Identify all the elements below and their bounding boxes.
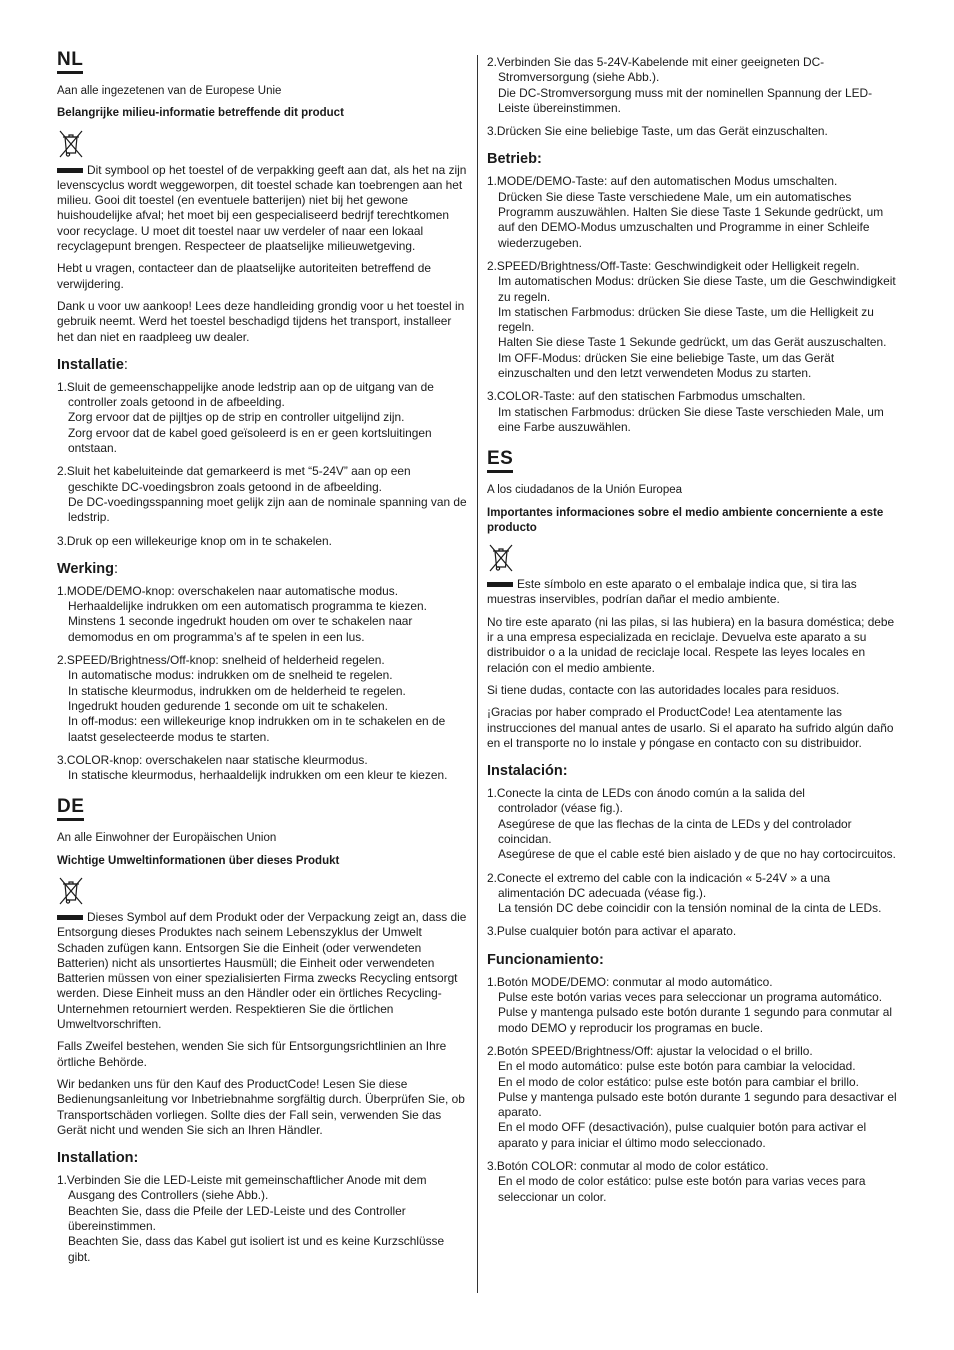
step-number: 3. bbox=[487, 124, 497, 139]
thanks-de: Wir bedanken uns für den Kauf des ProductCode! Lesen Sie diese Bedienungsanleitung vor Inbetriebnahme sorgfältig durch. Überprüfen Sie, ob Transportschäden vorliegen. Sollte dies der Fall sein, verwenden Sie das Gerät nicht und wenden Sie sich an Ihren Händler. bbox=[57, 1076, 465, 1137]
weee-block-nl bbox=[57, 129, 469, 163]
step-number: 3. bbox=[57, 752, 67, 767]
step-text: Botón COLOR: conmutar al modo de color estático. bbox=[496, 1159, 769, 1174]
step-item bbox=[57, 753, 469, 784]
step-first-line bbox=[57, 380, 469, 395]
step-detail: Zorg ervoor dat de kabel goed geïsoleerd is en er geen kortsluitingen ontstaan. bbox=[68, 425, 432, 456]
step-number: 2. bbox=[487, 55, 497, 69]
step-number: 1. bbox=[487, 174, 497, 189]
step-text: Conecte el extremo del cable con la indicación « 5-24V » a una bbox=[496, 870, 831, 885]
env-text-es bbox=[487, 577, 897, 608]
step-first-line bbox=[487, 871, 897, 886]
step-detail: Im automatischen Modus: drücken Sie diese Taste, um die Geschwindigkeit zu regeln. bbox=[498, 274, 896, 304]
step-number: 2. bbox=[487, 870, 497, 885]
step-detail: Die DC-Stromversorgung muss mit der nominellen Spannung der LED-Leiste übereinstimmen. bbox=[498, 85, 873, 115]
weee-block-de bbox=[57, 876, 469, 910]
step-detail: In off-modus: een willekeurige knop indrukken om in te schakelen en de laatst geselecteerde modus te starten. bbox=[68, 714, 446, 744]
step-item bbox=[487, 871, 897, 917]
step-text: SPEED/Brightness/Off-Taste: Geschwindigkeit oder Helligkeit regeln. bbox=[496, 258, 860, 273]
step-text: SPEED/Brightness/Off-knop: snelheid of helderheid regelen. bbox=[66, 653, 385, 668]
step-detail: controlador (véase fig.). bbox=[498, 801, 623, 816]
step-first-line bbox=[487, 786, 897, 801]
install-steps-de-part1 bbox=[57, 1173, 469, 1265]
step-text: COLOR-knop: overschakelen naar statische kleurmodus. bbox=[66, 752, 368, 767]
step-item bbox=[487, 259, 897, 381]
step-item bbox=[487, 924, 897, 939]
step-item bbox=[487, 1159, 897, 1205]
step-number: 2. bbox=[487, 258, 497, 273]
step-item bbox=[57, 653, 469, 745]
step-detail: En el modo OFF (desactivación), pulse cualquier botón para activar el aparato y para iniciar el último modo seleccionado. bbox=[498, 1120, 867, 1150]
weee-bar-icon bbox=[57, 915, 83, 920]
step-first-line bbox=[57, 653, 469, 668]
step-first-line bbox=[487, 389, 897, 404]
env-text-content-es: Este símbolo en este aparato o el embalaje indica que, si tira las muestras inservibles, podrían dañar el medio ambiente. bbox=[487, 577, 857, 607]
step-detail: Ingedrukt houden gedurende 1 seconde om uit te schakelen. bbox=[68, 698, 388, 713]
step-item bbox=[487, 1044, 897, 1151]
step-first-line bbox=[57, 534, 469, 549]
questions-es: Si tiene dudas, contacte con las autoridades locales para residuos. bbox=[487, 682, 840, 697]
step-detail: Im statischen Farbmodus: drücken Sie diese Taste, um die Helligkeit zu regeln. bbox=[498, 304, 874, 335]
step-number: 2. bbox=[57, 653, 67, 668]
section-nl bbox=[57, 50, 469, 783]
operation-title-nl: Werking: bbox=[57, 560, 118, 577]
step-detail: Zorg ervoor dat de pijltjes op de strip en controller uitgelijnd zijn. bbox=[68, 410, 405, 425]
install-title-de: Installation: bbox=[57, 1150, 139, 1167]
column-divider bbox=[477, 55, 478, 1293]
step-detail: Minstens 1 seconde ingedrukt houden om over te schakelen naar demomodus en om programma’s af te spelen in een lus. bbox=[68, 614, 413, 644]
step-number: 3. bbox=[487, 389, 497, 404]
step-number: 1. bbox=[487, 786, 497, 801]
step-item bbox=[487, 389, 897, 435]
step-item bbox=[57, 534, 469, 549]
operation-title-de: Betrieb: bbox=[487, 151, 542, 168]
step-text: Botón SPEED/Brightness/Off: ajustar la velocidad o el brillo. bbox=[496, 1043, 813, 1058]
step-detail: In statische kleurmodus, indrukken om de helderheid te regelen. bbox=[68, 683, 406, 698]
step-item bbox=[57, 1173, 469, 1265]
step-item bbox=[57, 464, 469, 525]
install-title-nl: Installatie: bbox=[57, 356, 128, 373]
env-heading-de: Wichtige Umweltinformationen über dieses Produkt bbox=[57, 854, 340, 867]
step-detail: Stromversorgung (siehe Abb.). bbox=[498, 70, 660, 85]
step-detail: geschikte DC-voedingsbron zoals getoond in de afbeelding. bbox=[68, 479, 382, 494]
step-detail: En el modo de color estático: pulse este botón para cambiar el brillo. bbox=[498, 1074, 859, 1089]
step-detail: En el modo de color estático: pulse este botón para varias veces para seleccionar un color. bbox=[498, 1174, 866, 1204]
step-number: 2. bbox=[57, 464, 67, 479]
questions-de: Falls Zweifel bestehen, wenden Sie sich für Entsorgungsrichtlinien an Ihre örtliche Behörde. bbox=[57, 1039, 447, 1069]
step-detail: Halten Sie diese Taste 1 Sekunde gedrückt, um das Gerät auszuschalten. bbox=[498, 335, 887, 350]
intro-es: A los ciudadanos de la Unión Europea bbox=[487, 484, 683, 497]
operation-steps-nl bbox=[57, 584, 469, 784]
step-number: 1. bbox=[487, 974, 497, 989]
install-title-es: Instalación: bbox=[487, 763, 568, 780]
intro-de: An alle Einwohner der Europäischen Union bbox=[57, 832, 277, 845]
step-number: 3. bbox=[487, 924, 497, 939]
operation-steps-es bbox=[487, 975, 897, 1205]
step-first-line bbox=[57, 753, 469, 768]
step-text: MODE/DEMO-Taste: auf den automatischen Modus umschalten. bbox=[496, 174, 838, 189]
section-es bbox=[487, 449, 897, 1205]
step-first-line bbox=[487, 1159, 897, 1174]
step-detail: De DC-voedingsspanning moet gelijk zijn aan de nominale spanning van de ledstrip. bbox=[68, 494, 467, 525]
step-detail: En el modo automático: pulse este botón para cambiar la velocidad. bbox=[498, 1059, 856, 1074]
step-first-line bbox=[487, 174, 897, 189]
section-de bbox=[57, 797, 469, 1265]
install-steps-es bbox=[487, 786, 897, 940]
step-item bbox=[487, 975, 897, 1036]
step-detail: alimentación DC adecuada (véase fig.). bbox=[498, 885, 707, 900]
step-detail: Pulse este botón varias veces para seleccionar un programa automático. bbox=[498, 990, 883, 1005]
weee-bar-icon bbox=[487, 582, 513, 587]
step-item bbox=[487, 55, 897, 116]
install-steps-nl bbox=[57, 380, 469, 549]
install-steps-de-part2 bbox=[487, 55, 897, 139]
step-item bbox=[487, 124, 897, 139]
left-column bbox=[57, 50, 469, 1273]
step-detail: Pulse y mantenga pulsado este botón durante 1 segundo para conmutar al modo DEMO y reproducir los programas en bucle. bbox=[498, 1005, 892, 1035]
step-text: COLOR-Taste: auf den statischen Farbmodus umschalten. bbox=[496, 389, 806, 404]
step-first-line bbox=[57, 584, 469, 599]
step-number: 1. bbox=[57, 379, 67, 394]
operation-steps-de bbox=[487, 174, 897, 435]
step-item bbox=[57, 584, 469, 645]
section-de-continued bbox=[487, 55, 897, 435]
step-detail: Beachten Sie, dass das Kabel gut isoliert ist und es keine Kurzschlüsse gibt. bbox=[68, 1234, 445, 1264]
step-text: Verbinden Sie die LED-Leiste mit gemeinschaftlicher Anode mit dem bbox=[66, 1173, 427, 1188]
step-first-line bbox=[487, 975, 897, 990]
right-column bbox=[487, 55, 897, 1213]
step-first-line bbox=[487, 1044, 897, 1059]
step-detail: In statische kleurmodus, herhaaldelijk indrukken om een kleur te kiezen. bbox=[68, 768, 448, 783]
intro-nl: Aan alle ingezetenen van de Europese Unie bbox=[57, 85, 282, 97]
env-heading-nl: Belangrijke milieu-informatie betreffende dit product bbox=[57, 107, 344, 120]
step-first-line bbox=[487, 259, 897, 274]
step-number: 1. bbox=[57, 583, 67, 598]
env-text-content-de: Dieses Symbol auf dem Produkt oder der Verpackung zeigt an, dass die Entsorgung dieses Produktes nach seinem Lebenszyklus der Umwelt Schaden zufügen kann. Entsorgen Sie die Einheit (oder verwendeten Batterien) nicht als unsortiertes Hausmüll; die Einheit oder verwendeten Batterien müssen von einer spezialisierten Firma zwecks Recycling entsorgt werden. Diese Einheit muss an den Händler oder ein örtliches Recycling-Unternehmen retourniert werden. Respektieren Sie die örtlichen Umweltvorschriften. bbox=[57, 909, 467, 1032]
step-text: Botón MODE/DEMO: conmutar al modo automático. bbox=[496, 974, 773, 989]
env-heading-es: Importantes informaciones sobre el medio ambiente concerniente a este producto bbox=[487, 506, 884, 534]
crossed-out-wheelie-bin-icon bbox=[487, 543, 515, 577]
crossed-out-wheelie-bin-icon bbox=[57, 129, 85, 163]
questions-nl: Hebt u vragen, contacteer dan de plaatselijke autoriteiten betreffend de verwijdering. bbox=[57, 261, 431, 291]
step-text: MODE/DEMO-knop: overschakelen naar automatische modus. bbox=[66, 583, 399, 598]
lang-heading-nl: NL bbox=[57, 50, 83, 74]
crossed-out-wheelie-bin-icon bbox=[57, 876, 85, 910]
env-text-content-nl: Dit symbool op het toestel of de verpakking geeft aan dat, als het na zijn levenscyclus wordt weggeworpen, dit toestel schade kan toebrengen aan het milieu. Gooi dit toestel (en eventuele batterijen) niet bij het gewone huishoudelijke afval; het moet bij een gespecialiseerd bedrijf terechtkomen voor recyclage. U moet dit toestel naar uw verdeler of naar een lokaal recyclagepunt brengen. Respecteer de plaatselijke milieuwetgeving. bbox=[57, 162, 467, 254]
step-detail: Herhaaldelijke indrukken om een automatisch programma te kiezen. bbox=[68, 599, 427, 614]
step-first-line bbox=[57, 1173, 469, 1188]
env-text2-es: No tire este aparato (ni las pilas, si las hubiera) en la basura doméstica; debe ir a una empresa especializada en reciclaje. Devuelva este aparato a su distribuidor o a la unidad de reciclaje local. Respete las leyes locales en relación con el medio ambiente. bbox=[487, 614, 895, 675]
thanks-es: ¡Gracias por haber comprado el ProductCode! Lea atentamente las instrucciones del manual antes de usarlo. Si el aparato ha sufrido algún daño en el transporte no lo instale y póngase en contacto con su distribuidor. bbox=[487, 705, 894, 750]
step-detail: Im OFF-Modus: drücken Sie eine beliebige Taste, um das Gerät einzuschalten und den letzt verwendeten Modus zu starten. bbox=[498, 350, 835, 381]
step-first-line bbox=[487, 924, 897, 939]
step-item bbox=[487, 786, 897, 862]
step-detail: La tensión DC debe coincidir con la tensión nominal de la cinta de LEDs. bbox=[498, 901, 882, 916]
step-text: Verbinden Sie das 5-24V-Kabelende mit einer geeigneten DC- bbox=[496, 55, 825, 69]
step-detail: Drücken Sie diese Taste verschiedene Male, um ein automatisches Programm auszuwählen. Halten Sie diese Taste 1 Sekunde gedrückt, um auf den DEMO-Modus umzuschalten und Programme in einer Schleife wiederzugeben. bbox=[498, 189, 884, 250]
step-detail: Im statischen Farbmodus: drücken Sie diese Taste verschieden Male, um eine Farbe auszuwählen. bbox=[498, 404, 884, 434]
step-detail: Asegúrese de que el cable esté bien aislado y de que no hay cortocircuitos. bbox=[498, 847, 896, 862]
weee-bar-icon bbox=[57, 168, 83, 173]
step-text: Sluit het kabeluiteinde dat gemarkeerd is met “5-24V” aan op een bbox=[66, 464, 411, 479]
step-detail: Asegúrese de que las flechas de la cinta de LEDs y del controlador coincidan. bbox=[498, 816, 852, 846]
operation-title-es: Funcionamiento: bbox=[487, 951, 604, 968]
step-detail: Pulse y mantenga pulsado este botón durante 1 segundo para desactivar el aparato. bbox=[498, 1089, 897, 1120]
step-number: 1. bbox=[57, 1173, 67, 1188]
step-detail: In automatische modus: indrukken om de snelheid te regelen. bbox=[68, 668, 393, 683]
step-detail: Ausgang des Controllers (siehe Abb.). bbox=[68, 1188, 269, 1203]
step-first-line bbox=[487, 55, 897, 70]
step-number: 3. bbox=[487, 1159, 497, 1174]
step-first-line bbox=[487, 124, 897, 139]
env-text-de bbox=[57, 910, 469, 1032]
step-detail: Beachten Sie, dass die Pfeile der LED-Leiste und des Controller übereinstimmen. bbox=[68, 1203, 406, 1234]
thanks-nl: Dank u voor uw aankoop! Lees deze handleiding grondig voor u het toestel in gebruik neemt. Werd het toestel beschadigd tijdens het transport, installeer het dan niet en raadpleeg uw dealer. bbox=[57, 298, 465, 344]
step-text: Druk op een willekeurige knop om in te schakelen. bbox=[66, 533, 332, 548]
lang-heading-de: DE bbox=[57, 797, 84, 821]
step-text: Pulse cualquier botón para activar el aparato. bbox=[496, 924, 737, 939]
step-number: 2. bbox=[487, 1043, 497, 1058]
lang-heading-es: ES bbox=[487, 449, 513, 473]
weee-block-es bbox=[487, 543, 897, 577]
step-first-line bbox=[57, 464, 469, 479]
step-item bbox=[487, 174, 897, 250]
step-text: Sluit de gemeenschappelijke anode ledstrip aan op de uitgang van de bbox=[66, 379, 434, 394]
step-text: Conecte la cinta de LEDs con ánodo común a la salida del bbox=[496, 786, 805, 801]
step-detail: controller zoals getoond in de afbeelding. bbox=[68, 395, 285, 410]
step-item bbox=[57, 380, 469, 456]
step-number: 3. bbox=[57, 533, 67, 548]
env-text-nl bbox=[57, 163, 469, 255]
step-text: Drücken Sie eine beliebige Taste, um das Gerät einzuschalten. bbox=[496, 124, 828, 139]
